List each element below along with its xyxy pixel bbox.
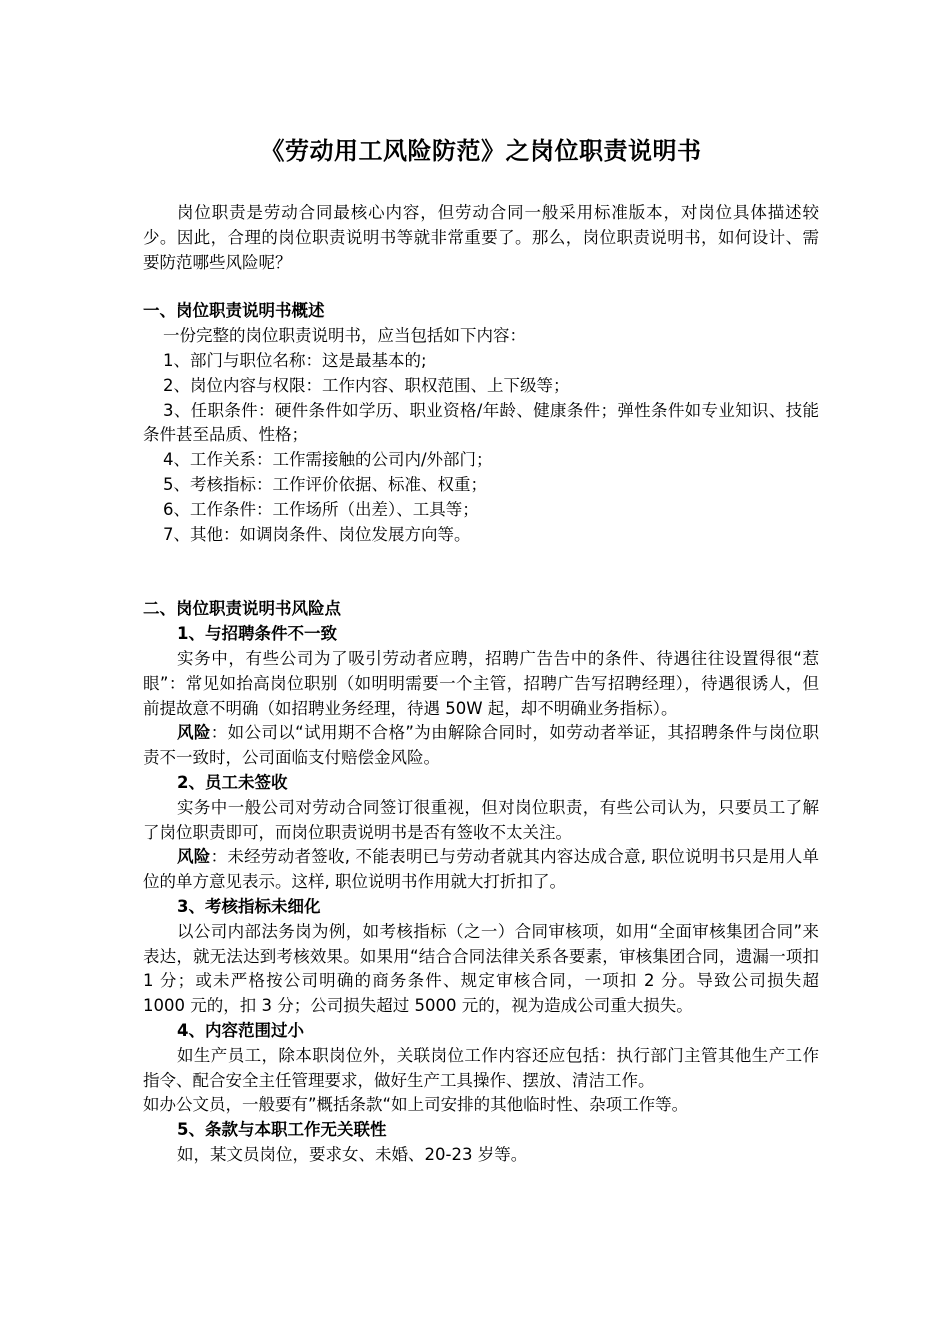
risk-point-risk (143, 721, 819, 771)
risk-point-body: 如，某文员岗位，要求女、未婚、20-23 岁等。 (177, 1144, 528, 1164)
risk-label: 风险 (177, 847, 211, 867)
risk-text: ：未经劳动者签收, 不能表明已与劳动者就其内容达成合意, 职位说明书只是用人单位的单方意见表示。这样, 职位说明书作用就大打折扣了。 (143, 847, 820, 892)
section2-heading: 二、岗位职责说明书风险点 (143, 599, 341, 619)
section1-item: 3、任职条件：硬件条件如学历、职业资格/年龄、健康条件；弹性条件如专业知识、技能条件甚至品质、性格； (143, 400, 819, 445)
section1-item: 5、考核指标：工作评价依据、标准、权重； (163, 474, 487, 494)
risk-point-body: 实务中，有些公司为了吸引劳动者应聘，招聘广告告中的条件、待遇往往设置得很“惹眼”：常见如抬高岗位职别（如明明需要一个主管，招聘广告写招聘经理），待遇很诱人，但前提故意不明确（如招聘业务经理，待遇 50W 起，却不明确业务指标）。 (143, 648, 819, 718)
risk-text: ：如公司以“试用期不合格”为由解除合同时，如劳动者举证，其招聘条件与岗位职责不一致时，公司面临支付赔偿金风险。 (143, 723, 819, 768)
section1-lead: 一份完整的岗位职责说明书，应当包括如下内容： (163, 326, 526, 346)
risk-point-title: 4、内容范围过小 (177, 1020, 304, 1040)
risk-label: 风险 (177, 723, 211, 743)
document-title: 《劳动用工风险防范》之岗位职责说明书 (260, 137, 702, 165)
section1-item: 7、其他：如调岗条件、岗位发展方向等。 (163, 524, 471, 544)
risk-point-extra: 如办公文员，一般要有”概括条款“如上司安排的其他临时性、杂项工作等。 (143, 1095, 689, 1115)
risk-point-body: 如生产员工，除本职岗位外，关联岗位工作内容还应包括：执行部门主管其他生产工作指令、配合安全主任管理要求，做好生产工具操作、摆放、清洁工作。 (143, 1045, 819, 1090)
section1-item: 6、工作条件：工作场所（出差）、工具等； (163, 499, 479, 519)
intro-paragraph: 岗位职责是劳动合同最核心内容，但劳动合同一般采用标准版本，对岗位具体描述较少。因此，合理的岗位职责说明书等就非常重要了。那么，岗位职责说明书，如何设计、需要防范哪些风险呢？ (143, 203, 819, 272)
risk-point-title: 3、考核指标未细化 (177, 896, 321, 916)
risk-point-title: 5、条款与本职工作无关联性 (177, 1120, 387, 1140)
section1-item: 4、工作关系：工作需接触的公司内/外部门； (163, 450, 493, 470)
section1-item: 1、部门与职位名称：这是最基本的; (163, 350, 427, 370)
risk-point-body: 实务中一般公司对劳动合同签订很重视，但对岗位职责，有些公司认为，只要员工了解了岗位职责即可，而岗位职责说明书是否有签收不太关注。 (143, 797, 819, 842)
document-page (143, 134, 819, 1168)
risk-point-risk (143, 845, 819, 895)
section1-heading: 一、岗位职责说明书概述 (143, 301, 325, 321)
risk-point-title: 1、与招聘条件不一致 (177, 624, 337, 644)
risk-point-body: 以公司内部法务岗为例，如考核指标（之一）合同审核项，如用“全面审核集团合同”来表达，就无法达到考核效果。如果用“结合合同法律关系各要素，审核集团合同，遗漏一项扣 1 分；或未严格按公司明确的商务条件、规定审核合同，一项扣 2 分。导致公司损失超 1000 元的，扣 3 分；公司损失超过 5000 元的，视为造成公司重大损失。 (143, 921, 819, 1016)
section1-item: 2、岗位内容与权限：工作内容、职权范围、上下级等； (163, 375, 570, 395)
risk-point-title: 2、员工未签收 (177, 772, 288, 792)
